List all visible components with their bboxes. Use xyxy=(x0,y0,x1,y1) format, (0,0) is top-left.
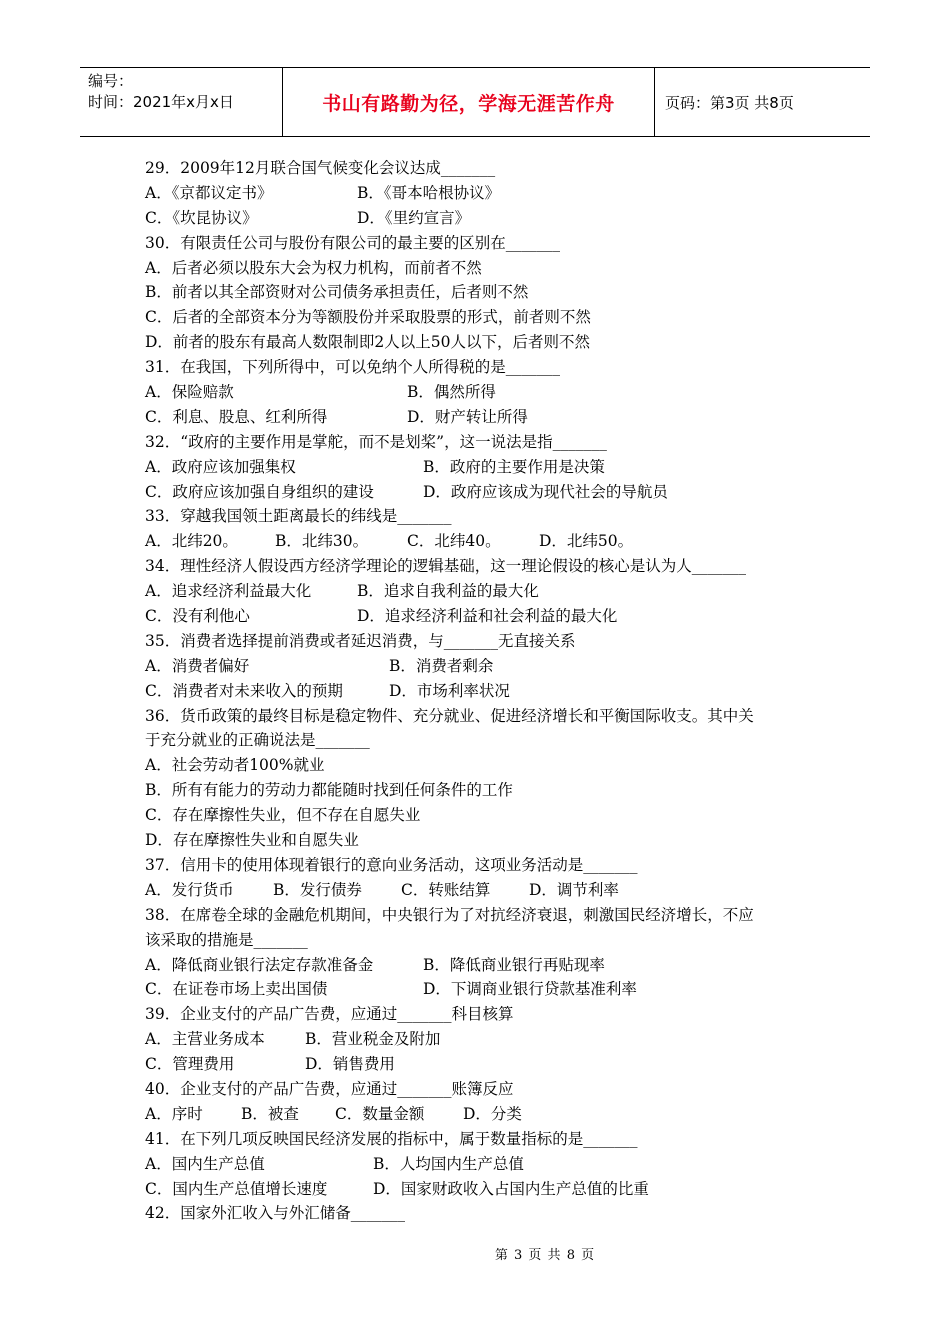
option-text: A．北纬20。 xyxy=(145,532,238,551)
option-row xyxy=(145,181,815,206)
option-row xyxy=(145,604,815,629)
option-text: A．国内生产总值 xyxy=(145,1154,265,1173)
text-line: D．存在摩擦性失业和自愿失业 xyxy=(145,831,359,850)
option-text: C．《坎昆协议》 xyxy=(145,208,258,227)
option-text: B．偶然所得 xyxy=(407,383,496,402)
option-text: A．《京都议定书》 xyxy=(145,183,273,202)
text-line: 于充分就业的正确说法是_______ xyxy=(145,731,370,750)
option-row xyxy=(145,380,815,405)
option-text: B．降低商业银行再贴现率 xyxy=(423,955,605,974)
option-text: B．被查 xyxy=(241,1104,299,1123)
option-text: A．主营业务成本 xyxy=(145,1030,265,1049)
option-text: A．降低商业银行法定存款准备金 xyxy=(145,955,374,974)
text-line: 38．在席卷全球的金融危机期间，中央银行为了对抗经济衰退，刺激国民经济增长，不应 xyxy=(145,905,754,924)
option-text: A．追求经济利益最大化 xyxy=(145,582,312,601)
option-row xyxy=(145,1027,815,1052)
option-text: C．管理费用 xyxy=(145,1055,235,1074)
option-text: C．国内生产总值增长速度 xyxy=(145,1179,328,1198)
text-line: 36．货币政策的最终目标是稳定物件、充分就业、促进经济增长和平衡国际收支。其中关 xyxy=(145,706,754,725)
option-text: D．北纬50。 xyxy=(539,532,634,551)
option-text: B．《哥本哈根协议》 xyxy=(357,183,501,202)
option-text: A．政府应该加强集权 xyxy=(145,457,296,476)
text-line: 31．在我国，下列所得中，可以免纳个人所得税的是_______ xyxy=(145,358,560,377)
option-text: C．没有利他心 xyxy=(145,607,250,626)
option-row xyxy=(145,953,815,978)
page-footer: 第 3 页 共 8 页 xyxy=(494,1248,596,1263)
option-row xyxy=(145,1152,815,1177)
text-line: 40．企业支付的产品广告费，应通过_______账簿反应 xyxy=(145,1079,514,1098)
option-row xyxy=(145,579,815,604)
option-text: A．发行货币 xyxy=(145,880,234,899)
option-text: B．北纬30。 xyxy=(275,532,369,551)
number-label: 编号： xyxy=(88,72,134,90)
option-text: B．营业税金及附加 xyxy=(305,1030,441,1049)
option-text: D．国家财政收入占国内生产总值的比重 xyxy=(373,1179,649,1198)
option-row xyxy=(145,480,815,505)
option-row xyxy=(145,206,815,231)
option-text: C．数量金额 xyxy=(335,1104,425,1123)
option-text: C．政府应该加强自身组织的建设 xyxy=(145,482,374,501)
option-row xyxy=(145,1177,815,1202)
text-line: 29．2009年12月联合国气候变化会议达成_______ xyxy=(145,159,496,177)
option-row xyxy=(145,977,815,1002)
option-row xyxy=(145,878,815,903)
option-row xyxy=(145,679,815,704)
question-list xyxy=(145,156,815,1226)
text-line: 37．信用卡的使用体现着银行的意向业务活动，这项业务活动是_______ xyxy=(145,855,638,874)
option-text: D．追求经济利益和社会利益的最大化 xyxy=(357,607,618,626)
header-table xyxy=(80,67,870,137)
option-text: D．政府应该成为现代社会的导航员 xyxy=(423,482,668,501)
option-text: D．调节利率 xyxy=(529,880,619,899)
option-row xyxy=(145,1052,815,1077)
option-row xyxy=(145,455,815,480)
text-line: C．存在摩擦性失业，但不存在自愿失业 xyxy=(145,806,421,825)
option-text: B．人均国内生产总值 xyxy=(373,1154,524,1173)
option-text: C．消费者对未来收入的预期 xyxy=(145,681,343,700)
text-line: C．后者的全部资本分为等额股份并采取股票的形式，前者则不然 xyxy=(145,308,591,327)
option-row xyxy=(145,405,815,430)
text-line: 35．消费者选择提前消费或者延迟消费，与_______无直接关系 xyxy=(145,631,576,650)
header-meta xyxy=(80,68,282,136)
option-text: C．北纬40。 xyxy=(407,532,501,551)
text-line: 42．国家外汇收入与外汇储备_______ xyxy=(145,1204,405,1223)
option-text: D．分类 xyxy=(463,1104,522,1123)
option-text: A．保险赔款 xyxy=(145,383,234,402)
option-text: C．利息、股息、红利所得 xyxy=(145,407,328,426)
text-line: 39．企业支付的产品广告费，应通过_______科目核算 xyxy=(145,1005,514,1024)
text-line: 32．“政府的主要作用是掌舵，而不是划桨”，这一说法是指_______ xyxy=(145,432,607,451)
option-text: D．销售费用 xyxy=(305,1055,395,1074)
text-line: 30．有限责任公司与股份有限公司的最主要的区别在_______ xyxy=(145,233,560,252)
text-line: B．前者以其全部资财对公司债务承担责任，后者则不然 xyxy=(145,283,529,302)
text-line: A．后者必须以股东大会为权力机构，而前者不然 xyxy=(145,258,482,277)
text-line: A．社会劳动者100%就业 xyxy=(145,756,325,775)
option-text: B．政府的主要作用是决策 xyxy=(423,457,605,476)
option-text: A．消费者偏好 xyxy=(145,656,250,675)
option-row xyxy=(145,654,815,679)
option-text: D．财产转让所得 xyxy=(407,407,528,426)
option-text: D．《里约宣言》 xyxy=(357,208,471,227)
option-row xyxy=(145,529,815,554)
option-text: B．发行债券 xyxy=(273,880,362,899)
option-text: B．追求自我利益的最大化 xyxy=(357,582,539,601)
time-label: 时间：2021年x月x日 xyxy=(88,93,234,111)
text-line: B．所有有能力的劳动力都能随时找到任何条件的工作 xyxy=(145,781,513,800)
header-motto: 书山有路勤为径，学海无涯苦作舟 xyxy=(282,68,655,136)
header-page-info: 页码：第3页 共8页 xyxy=(665,93,794,112)
option-text: B．消费者剩余 xyxy=(389,656,494,675)
option-text: D．下调商业银行贷款基准利率 xyxy=(423,980,637,999)
text-line: 34．理性经济人假设西方经济学理论的逻辑基础，这一理论假设的核心是认为人_______ xyxy=(145,557,746,576)
text-line: D．前者的股东有最高人数限制即2人以上50人以下，后者则不然 xyxy=(145,333,591,352)
option-text: A．序时 xyxy=(145,1104,203,1123)
text-line: 33．穿越我国领土距离最长的纬线是_______ xyxy=(145,507,452,526)
option-text: D．市场利率状况 xyxy=(389,681,510,700)
text-line: 41．在下列几项反映国民经济发展的指标中，属于数量指标的是_______ xyxy=(145,1129,638,1148)
option-text: C．转账结算 xyxy=(401,880,491,899)
option-row xyxy=(145,1102,815,1127)
text-line: 该采取的措施是_______ xyxy=(145,930,308,949)
option-text: C．在证卷市场上卖出国债 xyxy=(145,980,328,999)
